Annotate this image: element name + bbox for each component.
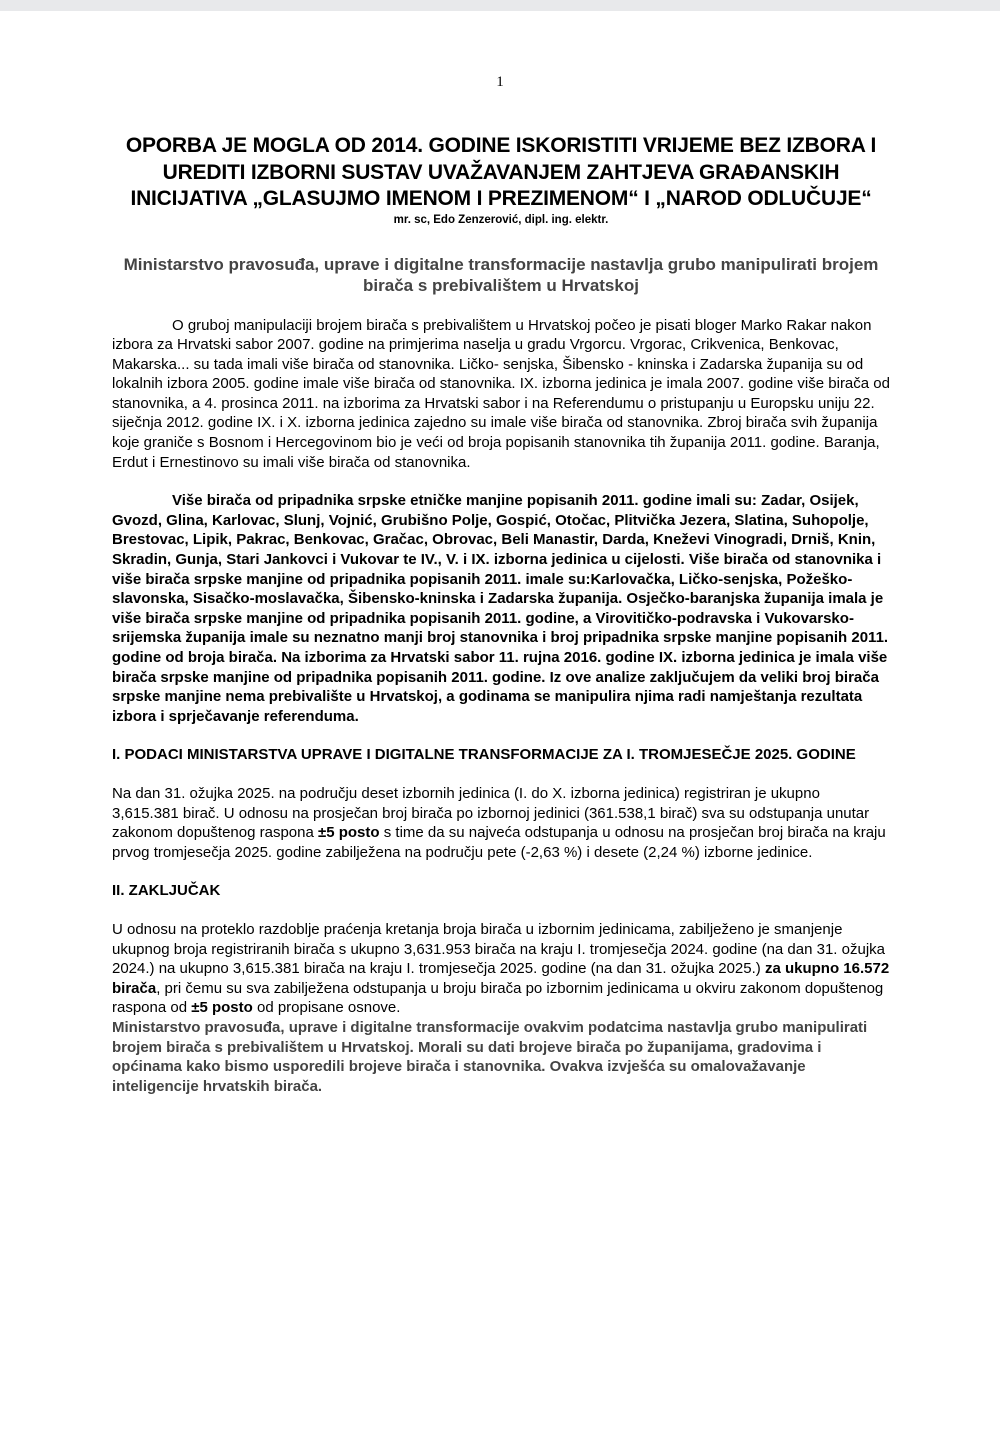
author-line: mr. sc, Edo Zenzerović, dipl. ing. elektr. <box>393 213 609 226</box>
intro-paragraph-2: Više birača od pripadnika srpske etničke manjine popisanih 2011. godine imali su: Zadar, Osijek, Gvozd, Glina, Karlovac, Slunj, Vojnić, Grubišno Polje, Gospić, Otočac, Plitvička Jezera, Slatina, Suhopolje, Brestovac, Lipik, Pakrac, Benkovac, Gračac, Obrovac, Beli Manastir, Darda, Kneževi Vinogradi, Drniš, Knin, Skradin, Gunja, Stari Jankovci i Vukovar te IV., V. i IX. izborna jedinica u cijelosti. Više birača od stanovnika i više birača srpske manjine od pripadnika popisanih 2011. imale su:Karlovačka, Ličko-senjska, Požeško-slavonska, Sisačko-moslavačka, Šibensko-kninska i Zadarska županija. Osječko-baranjska županija imala je više birača srpske manjine od pripadnika popisanih 2011. godine, a Virovitičko-podravska i Vukovarsko-srijemska županija imale su neznatno manji broj stanovnika i broj pripadnika srpske manjine popisanih 2011. godine od broja birača. Na izborima za Hrvatski sabor 11. rujna 2016. godine IX. izborna jedinica je imala više birača srpske manjine od pripadnika popisanih 2011. godine. Iz ove analize zaključujem da veliki broj birača srpske manjine nema prebivalište u Hrvatskoj, a godinama se manipulira njima radi namještanja rezultata izbora i sprječavanje referenduma. <box>112 492 889 725</box>
section-2-text-bold-2: ±5 posto <box>191 999 253 1017</box>
section-1-heading: I. PODACI MINISTARSTVA UPRAVE I DIGITALNE TRANSFORMACIJE ZA I. TROMJESEČJE 2025. GODINE <box>112 746 856 764</box>
document-subtitle: Ministarstvo pravosuđa, uprave i digitalne transformacije nastavlja grubo manipulirati brojem birača s prebivalištem u Hrvatskoj <box>123 254 879 295</box>
intro-paragraph-1: O gruboj manipulaciji brojem birača s prebivalištem u Hrvatskoj počeo je pisati bloger Marko Rakar nakon izbora za Hrvatski sabor 2007. godine na primjerima naselja u gradu Vrgorcu. Vrgorac, Crikvenica, Benkovac, Makarska... su tada imali više birača od stanovnika. Ličko- senjska, Šibensko - kninska i Zadarska županija su od lokalnih izbora 2005. godine imale više birača od stanovnika. IX. izborna jedinica je imala 2007. godine više birača od stanovnika, a 4. prosinca 2011. na izborima za Hrvatski sabor i na Referendumu o pristupanju u Europsku uniju 22. siječnja 2012. godine IX. i X. izborna jedinica zajedno su imale više birača od stanovnika. Zbroj birača svih županija koje graniče s Bosnom i Hercegovinom bio je veći od broja popisanih stanovnika tih županija 2011. godine. Baranja, Erdut i Ernestinovo su imali više birača od stanovnika. <box>112 316 890 471</box>
section-2-text-a: U odnosu na proteklo razdoblje praćenja kretanja broja birača u izbornim jedinicama, zabilježeno je smanjenje ukupnog broja registriranih birača s ukupno 3,631.953 birača na kraju I. tromjesečja 2024. godine (na dan 31. ožujka 2024.) na ukupno 3,615.381 birača na kraju I. tromjesečja 2025. godine (na dan 31. ožujka 2025.) <box>112 920 885 978</box>
section-2-text-c: od propisane osnove. <box>252 999 401 1017</box>
closing-paragraph: Ministarstvo pravosuđa, uprave i digitalne transformacije ovakvim podatcima nastavlja grubo manipulirati brojem birača s prebivalištem u Hrvatskoj. Morali su dati brojeve birača po županijama, gradovima i općinama kako bismo usporedili brojeve birača i stanovnika. Ovakva izvješća su omalovažavanje inteligencije hrvatskih birača. <box>112 1018 868 1095</box>
page-number: 1 <box>496 74 504 90</box>
section-2-text-b: , pri čemu su sva zabilježena odstupanja u broju birača po izbornim jedinicama u okviru zakonom dopuštenog raspona od <box>112 979 884 1017</box>
section-1-text-a: Na dan 31. ožujka 2025. na području deset izbornih jedinica (I. do X. izborna jedinica) registriran je ukupno 3,615.381 birač. U odnosu na prosječan broj birača po izbornoj jedinici (361.538,1 birač) sva su odstupanja unutar zakonom dopuštenog raspona <box>112 784 870 842</box>
section-1-paragraph <box>112 784 890 862</box>
section-1-text-bold: ±5 posto <box>317 824 380 842</box>
section-2-text-bold-1: za ukupno 16.572 birača <box>112 960 890 997</box>
document-title: OPORBA JE MOGLA OD 2014. GODINE ISKORISTITI VRIJEME BEZ IZBORA I UREDITI IZBORNI SUSTAV UVAŽAVANJEM ZAHTJEVA GRAĐANSKIH INICIJATIVA „GLASUJMO IMENOM I PREZIMENOM“ I „NAROD ODLUČUJE“ <box>125 134 877 210</box>
section-2-paragraph <box>112 920 890 1018</box>
section-1-text-b: s time da su najveća odstupanja u odnosu na prosječan broj birača na kraju prvog tromjesečja 2025. godine zabilježena na području pete (-2,63 %) i desete (2,24 %) izborne jedinice. <box>112 824 886 861</box>
section-2-heading: II. ZAKLJUČAK <box>112 882 221 900</box>
viewer-top-bar <box>0 0 1000 11</box>
document-body <box>112 133 890 1096</box>
